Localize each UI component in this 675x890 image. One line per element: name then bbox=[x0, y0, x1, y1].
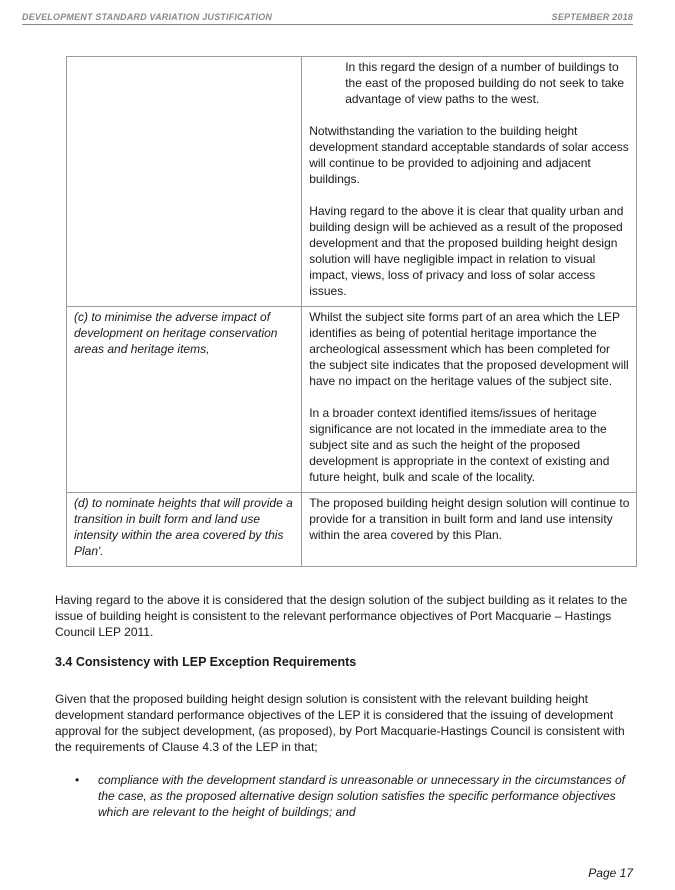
criterion-cell bbox=[67, 57, 302, 307]
objectives-table bbox=[66, 56, 637, 567]
bullet-icon: • bbox=[75, 773, 80, 787]
response-paragraph: Notwithstanding the variation to the building height development standard acceptable standards of solar access will continue to be provided to adjoining and adjacent buildings. bbox=[309, 124, 629, 186]
table-row bbox=[67, 307, 637, 493]
header-date: SEPTEMBER 2018 bbox=[551, 12, 633, 22]
criterion-cell: (c) to minimise the adverse impact of development on heritage conservation areas and heritage items, bbox=[67, 307, 302, 493]
header-title: DEVELOPMENT STANDARD VARIATION JUSTIFICATION bbox=[22, 12, 273, 22]
bullet-list-item bbox=[55, 772, 635, 820]
running-header bbox=[22, 12, 633, 25]
criterion-cell: (d) to nominate heights that will provide a transition in built form and land use intensity within the area covered by this Plan'. bbox=[67, 493, 302, 567]
section-text: Given that the proposed building height design solution is consistent with the relevant building height development standard performance objectives of the LEP it is considered that the issuing of development approval for the subject development, (as proposed), by Port Macquarie-Hastings Council is consistent with the requirements of Clause 4.3 of the LEP in that; bbox=[55, 692, 625, 754]
response-cell bbox=[302, 493, 637, 567]
response-paragraph: Whilst the subject site forms part of an area which the LEP identifies as being of potential heritage importance the archeological assessment which has been completed for the subject site indicates that the proposed development will have no impact on the heritage values of the subject site. bbox=[309, 310, 629, 388]
response-paragraph: In this regard the design of a number of buildings to the east of the proposed building do not seek to take advantage of view paths to the west. bbox=[345, 60, 625, 106]
bullet-text: compliance with the development standard is unreasonable or unnecessary in the circumstances of the case, as the proposed alternative design solution satisfies the specific performance objectives which are relevant to the height of buildings; and bbox=[98, 773, 625, 819]
response-paragraph: In a broader context identified items/issues of heritage significance are not located in the immediate area to the subject site and as such the height of the proposed development is appropriate in the context of existing and future height, bulk and scale of the locality. bbox=[309, 406, 610, 484]
page-number: Page 17 bbox=[588, 866, 633, 880]
response-cell bbox=[302, 57, 637, 307]
section-paragraph bbox=[55, 691, 635, 755]
response-paragraph: Having regard to the above it is clear that quality urban and building design will be achieved as a result of the proposed development and that the proposed building height design solution will have negligible impact in relation to visual impact, views, loss of privacy and loss of solar access issues. bbox=[309, 204, 624, 298]
conclusion-text: Having regard to the above it is considered that the design solution of the subject building as it relates to the issue of building height is consistent to the relevant performance objectives of Port Macquarie – Hastings Council LEP 2011. bbox=[55, 593, 628, 639]
conclusion-paragraph bbox=[55, 592, 635, 640]
table-row bbox=[67, 57, 637, 307]
section-heading: 3.4 Consistency with LEP Exception Requirements bbox=[55, 655, 357, 669]
table-row bbox=[67, 493, 637, 567]
response-cell bbox=[302, 307, 637, 493]
response-paragraph: The proposed building height design solution will continue to provide for a transition in built form and land use intensity within the area covered by this Plan. bbox=[309, 496, 630, 542]
